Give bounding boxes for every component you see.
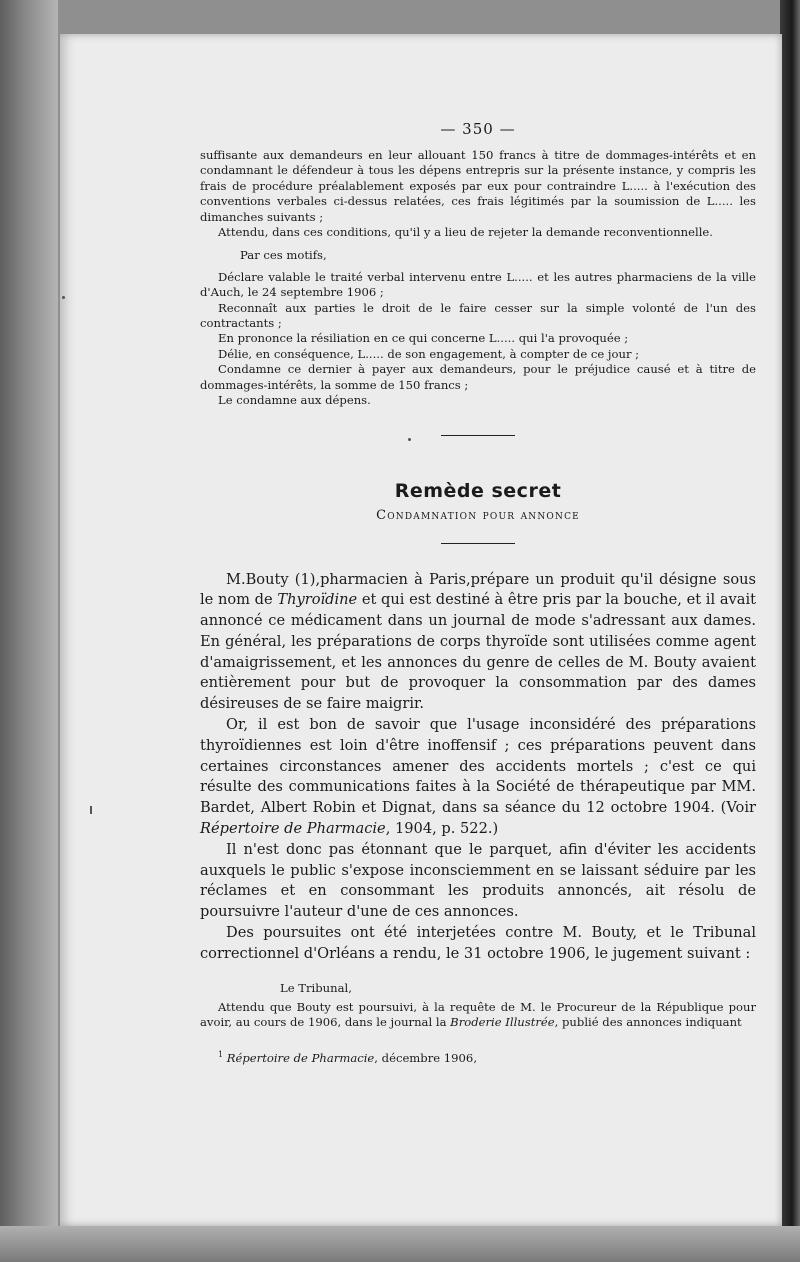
motifs-item: Déclare valable le traité verbal intervenu entre L..... et les autres pharmaciens de la ville d'Auch, le 24 septembre 1906 ; <box>200 269 756 300</box>
body-text: et qui est destiné à être pris par la bouche, et il avait annoncé ce médicament dans un journal de mode s'adressant aux dames. En général, les préparations de corps thyroïde sont utilisées comme agent d'amaigrissement, et les annonces du genre de celles de M. Bouty avaient entièrement pour but de provoquer la consommation par des dames désireuses de se faire maigrir. <box>200 591 756 713</box>
motifs-item: En prononce la résiliation en ce qui concerne L..... qui l'a provoquée ; <box>218 331 629 346</box>
motifs-item: Condamne ce dernier à payer aux demandeurs, pour le préjudice causé et à titre de dommages-intérêts, la somme de 150 francs ; <box>200 362 756 392</box>
article-body <box>200 570 756 965</box>
motifs-item: Le condamne aux dépens. <box>218 393 371 408</box>
footnote-marker: 1 <box>218 1049 224 1059</box>
speck <box>90 806 92 814</box>
body-paragraph-3: Il n'est donc pas étonnant que le parquet, afin d'éviter les accidents auxquels le public s'expose inconsciemment en se laissant séduire par les réclames et en consommant les produits annoncés, ait résolu de poursuivre l'auteur d'une de ces annonces. <box>200 840 756 921</box>
intro-paragraph-1: suffisante aux demandeurs en leur allouant 150 francs à titre de dommages-intérêts et en condamnant le défendeur à tous les dépens entrepris sur la présente instance, y compris les frais de procédure préalablement exposés par eux pour contraindre L..... à l'exécution des conventions verbales ci-dessus relatées, ces frais légitimés par la soumission de L..... les dimanches suivants ; <box>200 148 756 224</box>
judgment-heading: Le Tribunal, <box>280 980 352 995</box>
journal-title: Broderie Illustrée <box>450 1015 555 1030</box>
body-text: Or, il est bon de savoir que l'usage inconsidéré des préparations thyroïdiennes est loin d'être inoffensif ; ces préparations peuvent dans certaines circonstances amener des accidents mortels ; c'est ce qui résulte des communications faites à la Société de thérapeutique par MM. Bardet, Albert Robin et Dignat, dans sa séance du 12 octobre 1904. (Voir <box>200 716 756 817</box>
product-name: Thyroïdine <box>277 591 358 609</box>
body-text: M.Bouty (1),pharmacien à Paris,prépare un produit qu'il désigne sous le nom de <box>200 570 756 609</box>
judgment-text: Attendu que Bouty est poursuivi, à la requête de M. le Procureur de la République pour avoir, au cours de 1906, dans le journal la <box>200 1000 756 1030</box>
judgment-text: , publié des annonces indiquant <box>554 1015 742 1030</box>
page-number: — 350 — <box>440 120 516 138</box>
body-paragraph-2 <box>200 715 756 840</box>
motifs-item: Délie, en conséquence, L..... de son engagement, à compter de ce jour ; <box>218 346 640 361</box>
scan-shadow-left <box>0 0 58 1262</box>
scan-shadow-right <box>780 0 800 1262</box>
journal-title: Répertoire de Pharmacie <box>200 820 386 838</box>
section-subtitle: Condamnation pour annonce <box>376 507 580 523</box>
body-paragraph-4: Des poursuites ont été interjetées contre M. Bouty, et le Tribunal correctionnel d'Orléans a rendu, le 31 octobre 1906, le jugement suivant : <box>200 924 756 962</box>
page-content <box>200 120 756 1066</box>
scan-shadow-bottom <box>0 1226 800 1262</box>
judgment-block <box>200 981 756 1031</box>
footnote-text: , décembre 1906, <box>374 1050 477 1065</box>
motifs-heading: Par ces motifs, <box>240 248 327 263</box>
footnote-source: Répertoire de Pharmacie <box>226 1050 375 1065</box>
motifs-item: Reconnaît aux parties le droit de le faire cesser sur la simple volonté de l'un des contractants ; <box>200 300 756 331</box>
body-text: , 1904, p. 522.) <box>385 820 499 838</box>
intro-block <box>200 148 756 409</box>
judgment-paragraph-1 <box>200 1000 756 1031</box>
footnote <box>200 1047 756 1066</box>
speck <box>62 296 65 299</box>
intro-paragraph-2: Attendu, dans ces conditions, qu'il y a lieu de rejeter la demande reconventionnelle. <box>218 225 713 240</box>
section-title: Remède secret <box>394 479 562 502</box>
body-paragraph-1 <box>200 570 756 716</box>
